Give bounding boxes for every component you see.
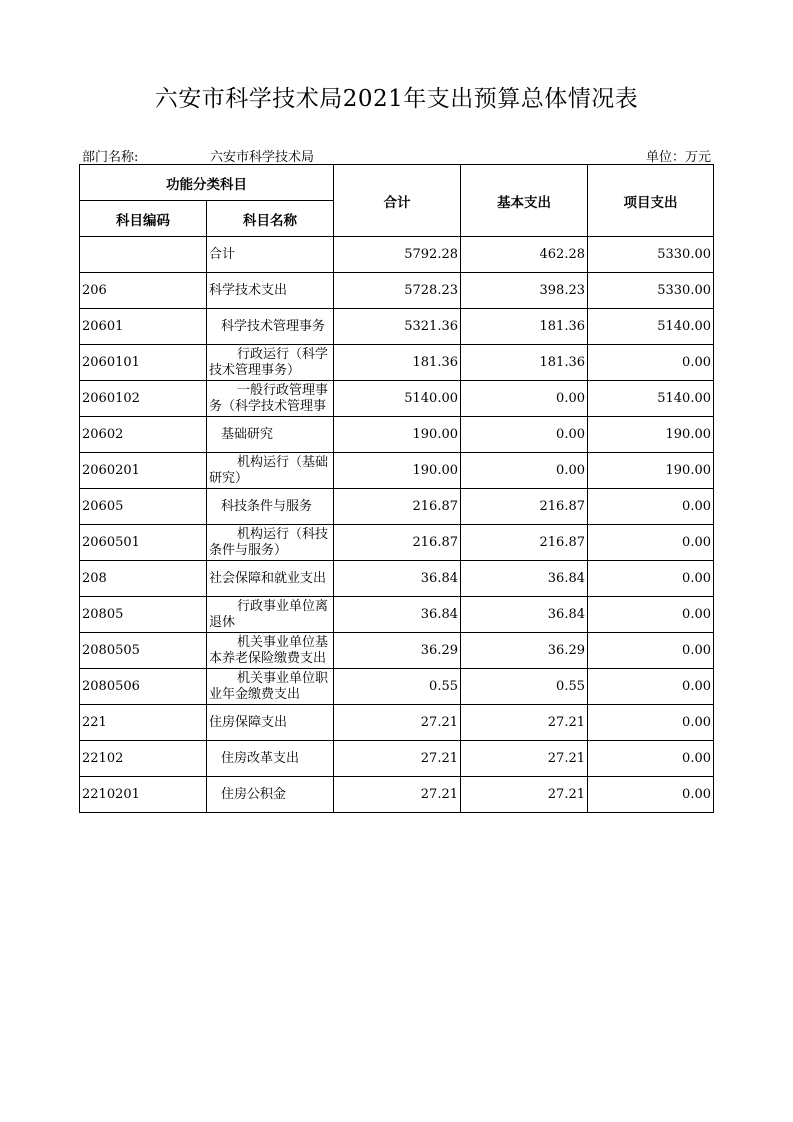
- table-row: [80, 561, 714, 597]
- table-row: [80, 381, 714, 417]
- project-expense-cell: 0.00: [588, 489, 714, 525]
- table-row: [80, 777, 714, 813]
- basic-expense-cell: 181.36: [461, 345, 588, 381]
- basic-expense-cell: 216.87: [461, 489, 588, 525]
- subject-name-cell: 一般行政管理事务（科学技术管理事: [207, 381, 334, 417]
- project-expense-cell: 0.00: [588, 525, 714, 561]
- project-expense-cell: 0.00: [588, 741, 714, 777]
- table-row: [80, 273, 714, 309]
- basic-expense-cell: 0.00: [461, 381, 588, 417]
- total-cell: 181.36: [334, 345, 461, 381]
- subject-code-cell: 20605: [80, 489, 207, 525]
- subject-name-cell: 合计: [207, 237, 334, 273]
- project-expense-cell: 0.00: [588, 345, 714, 381]
- basic-expense-cell: 27.21: [461, 741, 588, 777]
- basic-expense-cell: 0.00: [461, 453, 588, 489]
- subject-code-cell: 2060501: [80, 525, 207, 561]
- subject-name-cell: 基础研究: [207, 417, 334, 453]
- project-expense-cell: 0.00: [588, 777, 714, 813]
- table-row: [80, 417, 714, 453]
- total-cell: 36.29: [334, 633, 461, 669]
- total-cell: 216.87: [334, 489, 461, 525]
- total-cell: 190.00: [334, 417, 461, 453]
- project-expense-cell: 5140.00: [588, 381, 714, 417]
- project-expense-cell: 0.00: [588, 669, 714, 705]
- subject-code-cell: 208: [80, 561, 207, 597]
- subject-name-cell: 住房公积金: [207, 777, 334, 813]
- basic-expense-cell: 398.23: [461, 273, 588, 309]
- table-row: [80, 309, 714, 345]
- total-cell: 36.84: [334, 561, 461, 597]
- project-expense-cell: 0.00: [588, 561, 714, 597]
- department-value: 六安市科学技术局: [210, 150, 315, 165]
- subject-name-cell: 住房保障支出: [207, 705, 334, 741]
- subject-code-cell: 2210201: [80, 777, 207, 813]
- basic-expense-cell: 0.00: [461, 417, 588, 453]
- basic-expense-cell: 462.28: [461, 237, 588, 273]
- subject-code-cell: 221: [80, 705, 207, 741]
- basic-expense-cell: 216.87: [461, 525, 588, 561]
- total-cell: 5728.23: [334, 273, 461, 309]
- table-row: [80, 345, 714, 381]
- project-expense-cell: 5330.00: [588, 237, 714, 273]
- subject-code-cell: 2080506: [80, 669, 207, 705]
- basic-expense-cell: 36.84: [461, 561, 588, 597]
- subject-code-cell: 22102: [80, 741, 207, 777]
- table-row: [80, 489, 714, 525]
- subject-code-cell: 2080505: [80, 633, 207, 669]
- total-cell: 5140.00: [334, 381, 461, 417]
- header-function-group: 功能分类科目: [80, 165, 334, 201]
- page-title: 六安市科学技术局2021年支出预算总体情况表: [154, 86, 639, 112]
- subject-name-cell: 科学技术管理事务: [207, 309, 334, 345]
- total-cell: 5792.28: [334, 237, 461, 273]
- project-expense-cell: 0.00: [588, 597, 714, 633]
- subject-code-cell: 20805: [80, 597, 207, 633]
- subject-code-cell: 20601: [80, 309, 207, 345]
- project-expense-cell: 5330.00: [588, 273, 714, 309]
- subject-name-cell: 住房改革支出: [207, 741, 334, 777]
- basic-expense-cell: 181.36: [461, 309, 588, 345]
- table-row: [80, 705, 714, 741]
- total-cell: 27.21: [334, 705, 461, 741]
- total-cell: 216.87: [334, 525, 461, 561]
- table-row: [80, 741, 714, 777]
- header-project-expense: 项目支出: [588, 165, 714, 237]
- basic-expense-cell: 36.84: [461, 597, 588, 633]
- project-expense-cell: 0.00: [588, 633, 714, 669]
- subject-code-cell: 20602: [80, 417, 207, 453]
- total-cell: 36.84: [334, 597, 461, 633]
- total-cell: 190.00: [334, 453, 461, 489]
- header-total: 合计: [334, 165, 461, 237]
- basic-expense-cell: 0.55: [461, 669, 588, 705]
- subject-name-cell: 行政事业单位离退休: [207, 597, 334, 633]
- total-cell: 0.55: [334, 669, 461, 705]
- total-cell: 5321.36: [334, 309, 461, 345]
- basic-expense-cell: 27.21: [461, 777, 588, 813]
- subject-name-cell: 机关事业单位基本养老保险缴费支出: [207, 633, 334, 669]
- project-expense-cell: 5140.00: [588, 309, 714, 345]
- project-expense-cell: 0.00: [588, 705, 714, 741]
- subject-code-cell: [80, 237, 207, 273]
- subject-name-cell: 行政运行（科学技术管理事务）: [207, 345, 334, 381]
- project-expense-cell: 190.00: [588, 453, 714, 489]
- table-row: [80, 597, 714, 633]
- table-row: [80, 453, 714, 489]
- subject-code-cell: 2060201: [80, 453, 207, 489]
- unit-label: 单位：万元: [645, 150, 711, 165]
- budget-table: [79, 164, 714, 813]
- subject-name-cell: 科技条件与服务: [207, 489, 334, 525]
- header-subject-name: 科目名称: [207, 201, 334, 237]
- subject-name-cell: 科学技术支出: [207, 273, 334, 309]
- subject-name-cell: 机构运行（基础研究）: [207, 453, 334, 489]
- total-cell: 27.21: [334, 741, 461, 777]
- table-row: [80, 633, 714, 669]
- header-basic-expense: 基本支出: [461, 165, 588, 237]
- total-cell: 27.21: [334, 777, 461, 813]
- subject-code-cell: 2060102: [80, 381, 207, 417]
- table-row: [80, 237, 714, 273]
- basic-expense-cell: 36.29: [461, 633, 588, 669]
- subject-name-cell: 机关事业单位职业年金缴费支出: [207, 669, 334, 705]
- table-row: [80, 669, 714, 705]
- department-label: 部门名称:: [82, 150, 139, 165]
- header-subject-code: 科目编码: [80, 201, 207, 237]
- subject-name-cell: 机构运行（科技条件与服务）: [207, 525, 334, 561]
- table-row: [80, 525, 714, 561]
- subject-name-cell: 社会保障和就业支出: [207, 561, 334, 597]
- basic-expense-cell: 27.21: [461, 705, 588, 741]
- project-expense-cell: 190.00: [588, 417, 714, 453]
- subject-code-cell: 2060101: [80, 345, 207, 381]
- subject-code-cell: 206: [80, 273, 207, 309]
